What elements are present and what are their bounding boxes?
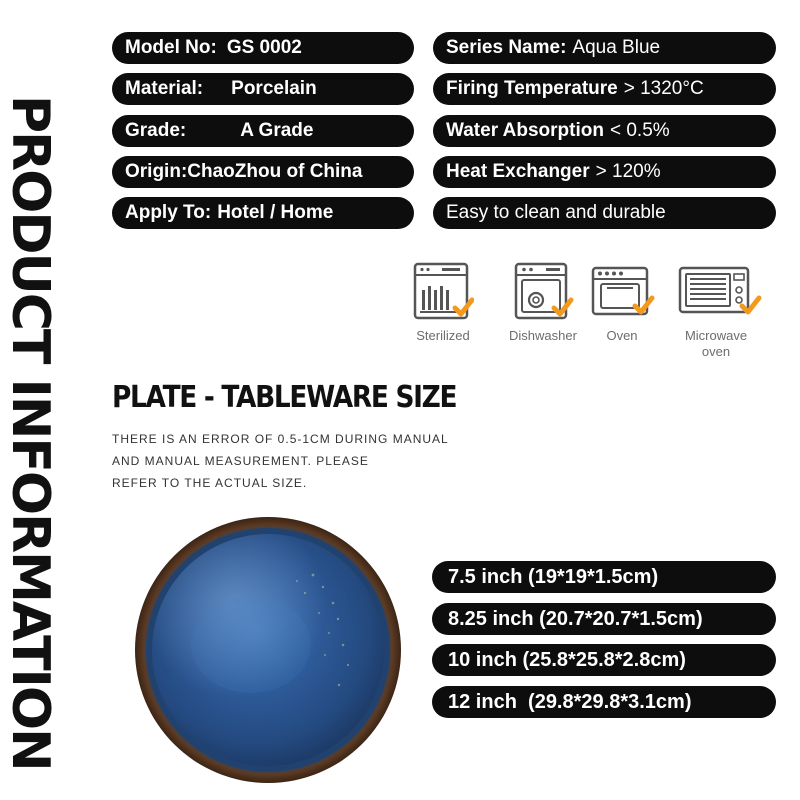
spec-origin [112,156,414,188]
spec-label: Series Name: [446,37,567,58]
spec-label: Water Absorption [446,120,604,141]
spec-value: > 120% [595,161,661,182]
spec-label: Material: [125,78,204,99]
size-note [112,428,492,494]
spec-value: ChaoZhou of China [187,161,363,182]
size-note-line: REFER TO THE ACTUAL SIZE. [112,476,308,490]
usage-sterilized [403,262,483,344]
spec-grade [112,115,414,147]
spec-water-absorption [433,115,776,147]
size-section-title: PLATE - TABLEWARE SIZE [112,380,457,415]
size-option: 7.5 inch (19*19*1.5cm) [432,561,776,593]
size-option: 10 inch (25.8*25.8*2.8cm) [432,644,776,676]
spec-value: Porcelain [231,78,317,99]
dishwasher-icon [512,262,574,322]
spec-label: Model No: [125,37,217,58]
spec-label: Apply To: [125,202,212,223]
spec-label: Grade: [125,120,187,141]
sterilizer-icon [412,262,474,322]
spec-label: Heat Exchanger [446,161,590,182]
icon-label: Oven [606,328,638,343]
usage-microwave [676,262,756,360]
spec-series-name [433,32,776,64]
spec-value: < 0.5% [609,120,670,141]
side-title-text: PRODUCT INFORMATION [0,95,60,770]
spec-value: GS 0002 [226,37,302,58]
size-option: 12 inch (29.8*29.8*3.1cm) [432,686,776,718]
side-title [0,95,60,770]
spec-heat-exchanger [433,156,776,188]
oven-icon [587,262,657,322]
spec-value: A Grade [240,120,314,141]
spec-firing-temperature [433,73,776,105]
microwave-icon [676,262,762,322]
size-option: 8.25 inch (20.7*20.7*1.5cm) [432,603,776,635]
spec-material [112,73,414,105]
plate-image [133,515,403,785]
size-note-line: AND MANUAL MEASUREMENT. PLEASE [112,454,369,468]
usage-dishwasher [503,262,583,344]
spec-label: Firing Temperature [446,78,618,99]
spec-apply-to [112,197,414,229]
spec-easy-clean [433,197,776,229]
spec-model-no [112,32,414,64]
usage-oven [582,262,662,344]
spec-value: > 1320°C [623,78,704,99]
spec-label: Origin: [125,161,188,182]
icon-label: Sterilized [416,328,470,343]
icon-label: Microwave oven [684,328,748,359]
icon-label: Dishwasher [509,328,577,343]
size-note-line: THERE IS AN ERROR OF 0.5-1CM DURING MANUAL [112,432,449,446]
spec-value: Easy to clean and durable [446,202,666,223]
spec-value: Aqua Blue [572,37,661,58]
spec-value: Hotel / Home [217,202,334,223]
